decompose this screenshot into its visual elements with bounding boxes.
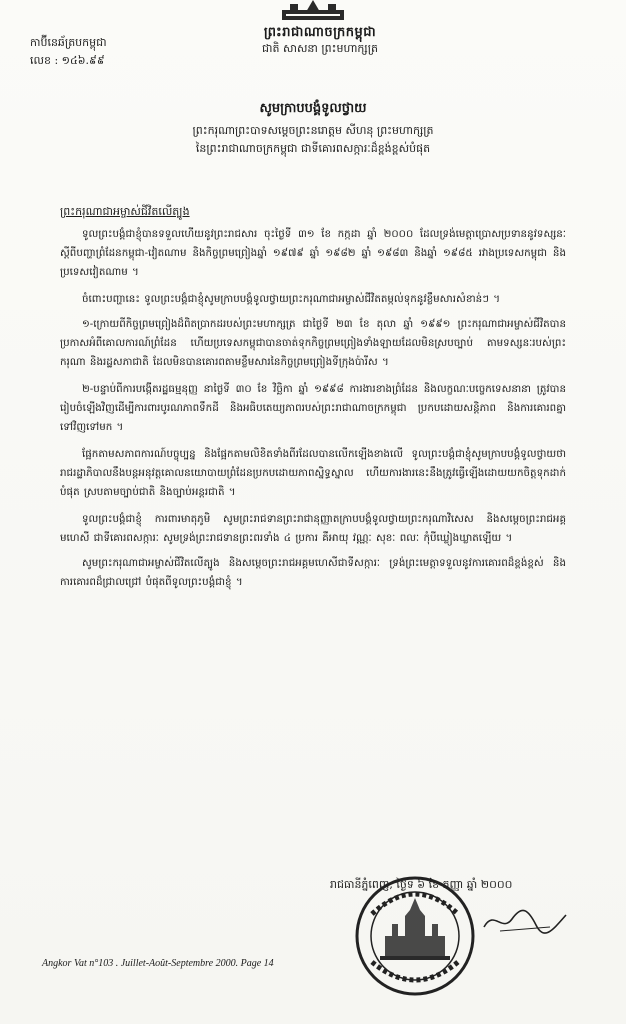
royal-crest-icon [278, 0, 348, 22]
kingdom-name: ព្រះរាជាណាចក្រកម្ពុជា [263, 25, 377, 40]
signature-icon [480, 905, 570, 935]
page-footer: Angkor Vat n°103 . Juillet-Août-Septembre 2000. Page 14 [42, 958, 274, 969]
national-motto: ជាតិ សាសនា ព្រះមហាក្សត្រ [262, 42, 378, 55]
official-seal-icon [350, 866, 480, 1006]
document-number: លេខ : ១៤៦.៩៩ [30, 54, 105, 67]
salutation: ព្រះករុណាជាអម្ចាស់ជីវិតលើត្បូង [60, 205, 190, 218]
letter-date: រាជធានីភ្នំពេញ, ថ្ងៃទី ៦ ខែ កញ្ញា ឆ្នាំ ២០០០ [330, 878, 513, 891]
paragraph-1: ទូលព្រះបង្គំជាខ្ញុំបានទទួលហើយនូវព្រះរាជសារ ចុះថ្ងៃទី ៣១ ខែ កក្កដា ឆ្នាំ ២០០០ ដែលទ្រង់មេត្តាប្រោសប្រទាននូវទស្សនៈ ស្តីពីបញ្ហាព្រំដែនកម្ពុជា-វៀតណាម និងកិច្ចព្រមព្រៀងឆ្នាំ ១៩៧៩ ឆ្នាំ ១៩៨២ ឆ្នាំ ១៩៨៣ និងឆ្នាំ ១៩៨៥ រវាងប្រទេសកម្ពុជា និង ប្រទេសវៀតណាម ។ [60, 228, 566, 278]
paragraph-6: ទូលព្រះបង្គំជាខ្ញុំ ការពារមាតុភូមិ សូមព្រះរាជទានព្រះរាជានុញ្ញាតក្រាបបង្គំទូលថ្វាយព្រះករុណាវិសេស និងសម្តេចព្រះរាជអគ្គមហេសី ជាទីគោរពសក្ការៈ សូមទ្រង់ព្រះរាជទានព្រះពរទាំង ៤ ប្រការ គឺអាយុ វណ្ណៈ សុខៈ ពលៈ កុំបីឃ្លៀងឃ្លាតឡើយ ។ [60, 513, 566, 544]
paragraph-4: ២-បន្ទាប់ពីការបង្កើតរដ្ឋធម្មនុញ្ញ នាថ្ងៃទី ៣០ ខែ វិច្ឆិកា ឆ្នាំ ១៩៩៨ ការងារខាងព្រំដែន និងលក្ខណៈបច្ចេកទេសនានា ត្រូវបានរៀបចំឡើងវិញដើម្បីការពារបូរណភាពទឹកដី និងអធិបតេយ្យភាពរបស់ព្រះរាជាណាចក្រកម្ពុជា ប្រកបដោយសន្តិភាព និងការគោរពគ្នាទៅវិញទៅមក ។ [60, 383, 566, 433]
paragraph-5: ផ្អែកតាមសភាពការណ៍បច្ចុប្បន្ន និងផ្អែកតាមលិខិតទាំងពីរដែលបានលើកឡើងខាងលើ ទូលព្រះបង្គំជាខ្ញុំសូមក្រាបបង្គំទូលថ្វាយថា រាជរដ្ឋាភិបាលនឹងបន្តអនុវត្តគោលនយោបាយព្រំដែនប្រកបដោយភាពស្និទ្ធស្នាល ហើយការងារនេះនឹងត្រូវធ្វើឡើងដោយយកចិត្តទុកដាក់បំផុត ស្របតាមច្បាប់ជាតិ និងច្បាប់អន្តរជាតិ ។ [60, 448, 566, 498]
title-line-2: ព្រះករុណាព្រះបាទសម្តេចព្រះនរោត្តម សីហនុ ព្រះមហាក្សត្រ [192, 124, 434, 137]
paragraph-7: សូមព្រះករុណាជាអម្ចាស់ជីវិតលើត្បូង និងសម្តេចព្រះរាជអគ្គមហេសីជាទីសក្ការៈ ទ្រង់ព្រះមេត្តាទទួលនូវការគោរពដ៏ខ្ពង់ខ្ពស់ និង ការគោរពដ៏ជ្រាលជ្រៅ បំផុតពីទូលព្រះបង្គំជាខ្ញុំ ។ [60, 557, 566, 588]
title-line-3: នៃព្រះរាជាណាចក្រកម្ពុជា ជាទីគោរពសក្ការៈដ៏ខ្ពង់ខ្ពស់បំផុត [195, 142, 431, 155]
paragraph-2: ចំពោះបញ្ហានេះ ទូលព្រះបង្គំជាខ្ញុំសូមក្រាបបង្គំទូលថ្វាយព្រះករុណាជាអម្ចាស់ជីវិតតម្កល់ទុកនូវខ្លឹមសារសំខាន់ៗ ។ [82, 293, 501, 305]
letter-body [60, 205, 566, 598]
paragraph-3: ១-ក្រោយពីកិច្ចព្រមព្រៀងដ៏ពិតប្រាកដរបស់ព្រះមហាក្សត្រ ជាថ្ងៃទី ២៣ ខែ តុលា ឆ្នាំ ១៩៩១ ព្រះករុណាជាអម្ចាស់ជីវិតបានប្រកាសអំពីគោលការណ៍ព្រំដែន ហើយប្រទេសកម្ពុជាបានចាត់ទុកកិច្ចព្រមព្រៀងទាំងឡាយដែលមិនស្របច្បាប់ តាមទស្សនៈរបស់ព្រះករុណា និងរដ្ឋសភាជាតិ ដែលមិនបានគោរពតាមខ្លឹមសារនៃកិច្ចព្រមព្រៀងទីក្រុងប៉ារីស ។ [60, 318, 566, 368]
title-line-1: សូមក្រាបបង្គំទូលថ្វាយ [259, 101, 367, 116]
office-reference: កាប៊ីនេឆ័ត្របកម្ពុជា [30, 36, 107, 49]
